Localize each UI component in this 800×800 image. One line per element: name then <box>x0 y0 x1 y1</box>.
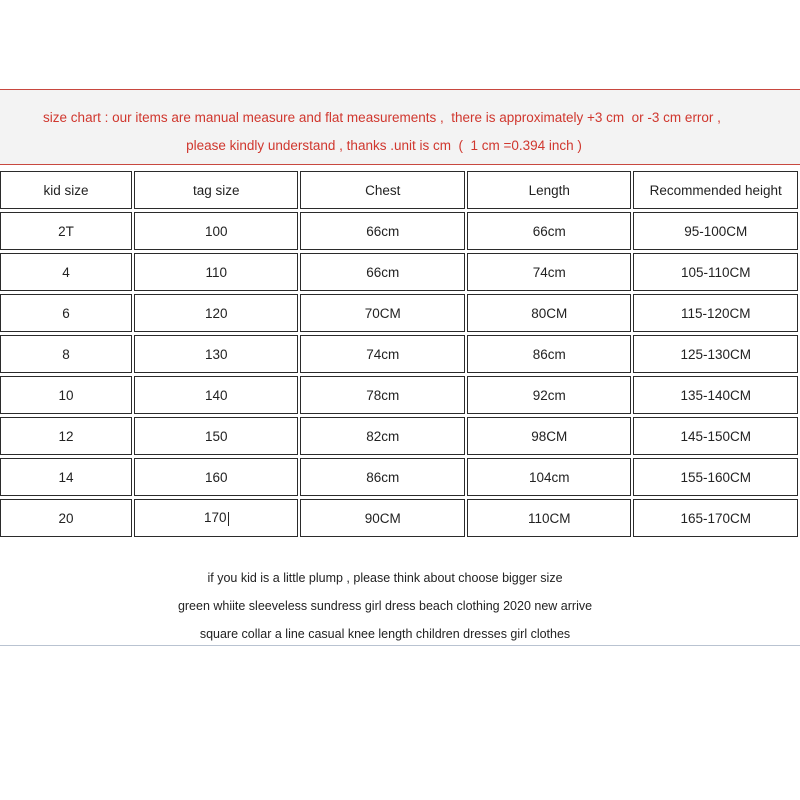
table-cell: 82cm <box>300 417 464 455</box>
table-cell: 145-150CM <box>633 417 798 455</box>
table-cell: 74cm <box>300 335 464 373</box>
table-cell: 66cm <box>467 212 631 250</box>
table-row <box>0 499 798 537</box>
column-header: tag size <box>134 171 298 209</box>
table-cell: 2T <box>0 212 132 250</box>
table-cell: 110 <box>134 253 298 291</box>
table-cell: 140 <box>134 376 298 414</box>
table-cell: 86cm <box>467 335 631 373</box>
table-cell: 8 <box>0 335 132 373</box>
table-cell: 90CM <box>300 499 464 537</box>
column-header: kid size <box>0 171 132 209</box>
table-cell: 120 <box>134 294 298 332</box>
table-cell: 4 <box>0 253 132 291</box>
table-row <box>0 376 798 414</box>
table-row <box>0 212 798 250</box>
table-cell: 74cm <box>467 253 631 291</box>
table-cell: 104cm <box>467 458 631 496</box>
table-cell: 10 <box>0 376 132 414</box>
table-cell: 130 <box>134 335 298 373</box>
table-row <box>0 417 798 455</box>
table-row <box>0 335 798 373</box>
table-cell: 70CM <box>300 294 464 332</box>
table-row <box>0 458 798 496</box>
column-header: Length <box>467 171 631 209</box>
column-header: Chest <box>300 171 464 209</box>
table-cell: 14 <box>0 458 132 496</box>
sizing-advice: if you kid is a little plump , please think about choose bigger size <box>207 571 563 585</box>
table-cell <box>134 499 298 537</box>
table-cell: 78cm <box>300 376 464 414</box>
size-table <box>0 168 800 540</box>
table-cell: 98CM <box>467 417 631 455</box>
table-cell: 20 <box>0 499 132 537</box>
size-chart-notice <box>0 89 800 165</box>
table-cell: 66cm <box>300 253 464 291</box>
text-cursor <box>228 512 229 526</box>
table-cell: 95-100CM <box>633 212 798 250</box>
table-cell: 12 <box>0 417 132 455</box>
table-cell: 105-110CM <box>633 253 798 291</box>
table-cell: 66cm <box>300 212 464 250</box>
table-cell: 135-140CM <box>633 376 798 414</box>
column-header: Recommended height <box>633 171 798 209</box>
table-row <box>0 253 798 291</box>
table-cell: 160 <box>134 458 298 496</box>
table-cell: 100 <box>134 212 298 250</box>
table-cell: 115-120CM <box>633 294 798 332</box>
table-cell: 80CM <box>467 294 631 332</box>
product-description-line-1: green whiite sleeveless sundress girl dress beach clothing 2020 new arrive <box>177 599 593 613</box>
table-cell: 125-130CM <box>633 335 798 373</box>
table-cell: 110CM <box>467 499 631 537</box>
table-cell: 150 <box>134 417 298 455</box>
table-cell: 6 <box>0 294 132 332</box>
table-header-row <box>0 171 798 209</box>
table-cell: 86cm <box>300 458 464 496</box>
table-cell: 92cm <box>467 376 631 414</box>
notice-line-2: please kindly understand , thanks .unit is cm ( 1 cm =0.394 inch ) <box>186 138 582 153</box>
divider <box>0 645 800 646</box>
table-cell: 165-170CM <box>633 499 798 537</box>
product-description-line-2: square collar a line casual knee length children dresses girl clothes <box>199 627 571 641</box>
table-cell-text: 170 <box>203 510 227 526</box>
notice-line-1: size chart : our items are manual measure and flat measurements , there is approximately +3 cm or -3 cm error , <box>43 110 721 125</box>
table-cell: 155-160CM <box>633 458 798 496</box>
table-row <box>0 294 798 332</box>
